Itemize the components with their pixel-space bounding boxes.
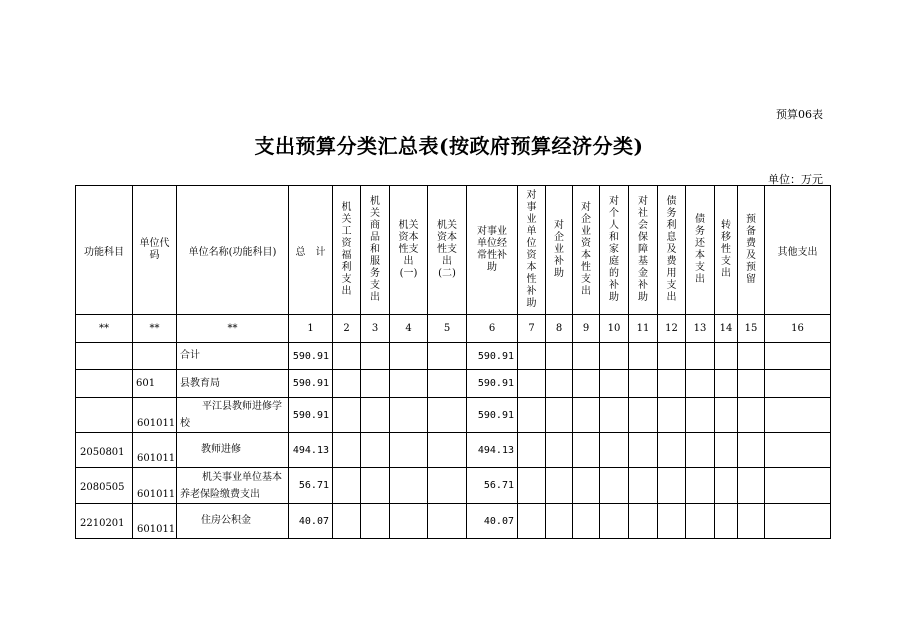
func-code-cell [76,370,133,398]
total-cell: 40.07 [289,504,333,539]
index-cell: ** [133,315,177,343]
data-cell [686,433,715,468]
index-cell: 15 [738,315,765,343]
func-code-cell: 2080505 [76,468,133,504]
c6-cell: 590.91 [467,343,518,370]
data-cell [518,433,546,468]
data-cell [361,433,390,468]
data-cell [686,343,715,370]
table-row [76,433,831,468]
total-cell: 590.91 [289,398,333,433]
total-cell: 494.13 [289,433,333,468]
header-c6: 对事业 单位经 常性补 助 [467,186,518,315]
table-row [76,343,831,370]
index-cell: 4 [390,315,428,343]
index-cell: ** [76,315,133,343]
index-cell: 5 [428,315,467,343]
data-cell [715,504,738,539]
data-cell [390,433,428,468]
total-cell: 590.91 [289,343,333,370]
index-cell: 13 [686,315,715,343]
data-cell [361,504,390,539]
index-row [76,315,831,343]
data-cell [428,468,467,504]
data-cell [658,504,686,539]
data-cell [765,504,831,539]
data-cell [600,468,629,504]
data-cell [573,343,600,370]
header-c2: 机 关 工 资 福 利 支 出 [333,186,361,315]
data-cell [518,370,546,398]
header-c16: 其他支出 [765,186,831,315]
page-title: 支出预算分类汇总表(按政府预算经济分类) [254,134,644,158]
unit-name-cell: 教师进修 [177,433,289,468]
data-cell [765,468,831,504]
index-cell: 14 [715,315,738,343]
index-cell: 1 [289,315,333,343]
data-cell [686,398,715,433]
data-cell [390,370,428,398]
table-row [76,370,831,398]
header-func-code: 功能科目 [76,186,133,315]
data-cell [629,343,658,370]
data-cell [361,468,390,504]
header-c8: 对 企 业 补 助 [546,186,573,315]
data-cell [629,433,658,468]
data-cell [333,343,361,370]
data-cell [573,468,600,504]
data-cell [738,343,765,370]
data-cell [629,504,658,539]
unit-code-cell: 601011 [133,433,177,468]
unit-code-cell: 601 [133,370,177,398]
data-cell [546,370,573,398]
data-cell [658,370,686,398]
data-cell [715,398,738,433]
data-cell [333,504,361,539]
data-cell [629,370,658,398]
index-cell: 3 [361,315,390,343]
unit-name-cell: 合计 [177,343,289,370]
data-cell [573,504,600,539]
unit-name-cell: 住房公积金 [177,504,289,539]
data-cell [715,343,738,370]
data-cell [686,370,715,398]
data-cell [738,398,765,433]
data-cell [658,398,686,433]
data-cell [518,343,546,370]
data-cell [428,433,467,468]
data-cell [428,343,467,370]
index-cell: 7 [518,315,546,343]
data-cell [333,468,361,504]
c6-cell: 56.71 [467,468,518,504]
index-cell: ** [177,315,289,343]
data-cell [428,504,467,539]
index-cell: 2 [333,315,361,343]
data-cell [573,398,600,433]
data-cell [573,433,600,468]
data-cell [658,343,686,370]
c6-cell: 494.13 [467,433,518,468]
header-c3: 机 关 商 品 和 服 务 支 出 [361,186,390,315]
data-cell [390,468,428,504]
data-cell [428,370,467,398]
index-cell: 6 [467,315,518,343]
total-cell: 56.71 [289,468,333,504]
data-cell [738,370,765,398]
func-code-cell: 2050801 [76,433,133,468]
index-cell: 8 [546,315,573,343]
c6-cell: 590.91 [467,398,518,433]
data-cell [361,398,390,433]
table-row [76,504,831,539]
data-cell [333,370,361,398]
data-cell [361,343,390,370]
header-c4: 机关 资本 性支 出 (一) [390,186,428,315]
func-code-cell [76,343,133,370]
data-cell [765,343,831,370]
func-code-cell [76,398,133,433]
total-cell: 590.91 [289,370,333,398]
header-c14: 转 移 性 支 出 [715,186,738,315]
data-cell [390,504,428,539]
data-cell [573,370,600,398]
unit-name-cell: 平江县教师进修学校 [177,398,289,433]
c6-cell: 590.91 [467,370,518,398]
data-cell [546,468,573,504]
c6-cell: 40.07 [467,504,518,539]
func-code-cell: 2210201 [76,504,133,539]
header-unit-name: 单位名称(功能科目) [177,186,289,315]
index-cell: 11 [629,315,658,343]
expenditure-table [75,185,831,539]
index-cell: 12 [658,315,686,343]
header-c11: 对 社 会 保 障 基 金 补 助 [629,186,658,315]
data-cell [686,504,715,539]
header-c15: 预 备 费 及 预 留 [738,186,765,315]
data-cell [715,468,738,504]
data-cell [546,504,573,539]
index-cell: 10 [600,315,629,343]
data-cell [390,343,428,370]
header-c9: 对 企 业 资 本 性 支 出 [573,186,600,315]
data-cell [658,433,686,468]
unit-name-cell: 县教育局 [177,370,289,398]
data-cell [715,370,738,398]
data-cell [765,370,831,398]
data-cell [390,398,428,433]
header-c5: 机关 资本 性支 出 (二) [428,186,467,315]
table-row [76,398,831,433]
data-cell [715,433,738,468]
data-cell [518,468,546,504]
data-cell [738,468,765,504]
header-c10: 对 个 人 和 家 庭 的 补 助 [600,186,629,315]
data-cell [546,343,573,370]
form-number: 预算06表 [776,108,823,121]
data-cell [600,433,629,468]
header-total: 总 计 [289,186,333,315]
header-row [76,186,831,315]
unit-code-cell: 601011 [133,504,177,539]
data-cell [600,343,629,370]
data-cell [765,398,831,433]
data-cell [738,504,765,539]
unit-code-cell: 601011 [133,468,177,504]
data-cell [629,468,658,504]
data-cell [658,468,686,504]
data-cell [765,433,831,468]
header-unit-code: 单位代 码 [133,186,177,315]
header-c7: 对 事 业 单 位 资 本 性 补 助 [518,186,546,315]
data-cell [518,504,546,539]
index-cell: 16 [765,315,831,343]
index-cell: 9 [573,315,600,343]
data-cell [738,433,765,468]
data-cell [518,398,546,433]
header-c12: 债 务 利 息 及 费 用 支 出 [658,186,686,315]
unit-code-cell: 601011 [133,398,177,433]
data-cell [600,398,629,433]
data-cell [600,370,629,398]
data-cell [600,504,629,539]
data-cell [546,398,573,433]
data-cell [629,398,658,433]
data-cell [428,398,467,433]
header-c13: 债 务 还 本 支 出 [686,186,715,315]
data-cell [686,468,715,504]
data-cell [333,433,361,468]
unit-label: 单位：万元 [768,173,823,186]
unit-name-cell: 机关事业单位基本养老保险缴费支出 [177,468,289,504]
unit-code-cell [133,343,177,370]
data-cell [361,370,390,398]
table-row [76,468,831,504]
data-cell [333,398,361,433]
data-cell [546,433,573,468]
